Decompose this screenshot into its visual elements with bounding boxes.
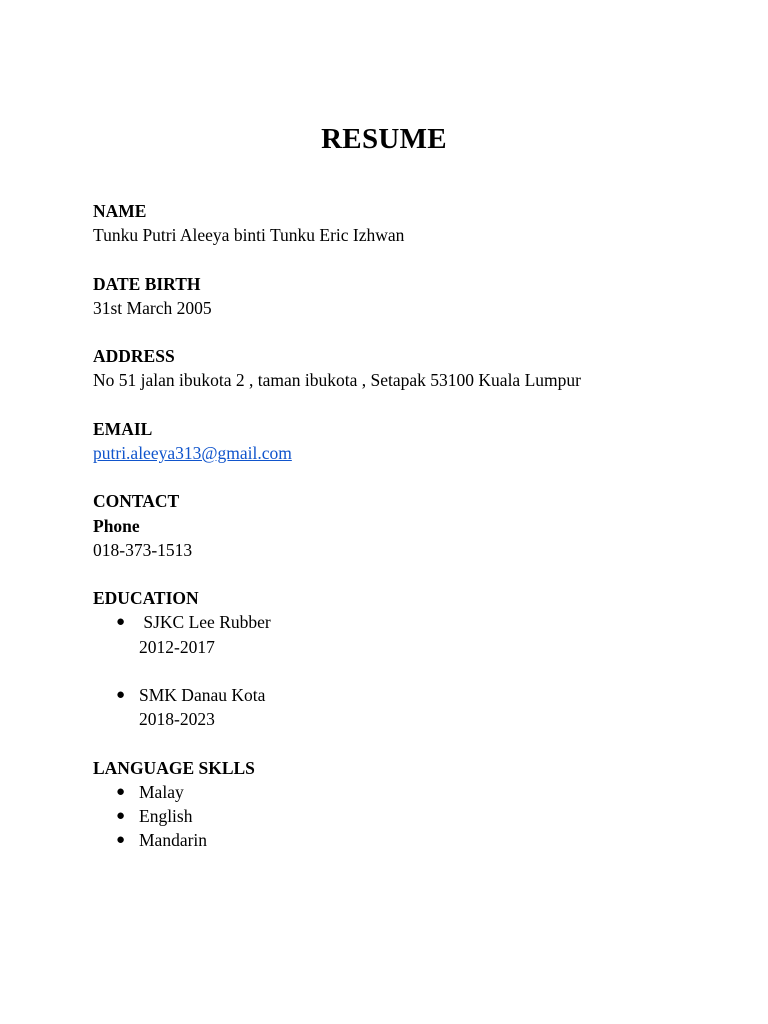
education-section <box>93 586 733 731</box>
email-link[interactable]: putri.aleeya313@gmail.com <box>93 442 292 463</box>
language-skills-section <box>93 756 733 853</box>
education-heading: EDUCATION <box>93 588 199 609</box>
page-title: RESUME <box>321 123 447 155</box>
email-section <box>93 417 733 465</box>
address-value: No 51 jalan ibukota 2 , taman ibukota , Setapak 53100 Kuala Lumpur <box>93 370 581 391</box>
name-section <box>93 199 733 247</box>
language-label: English <box>139 805 193 826</box>
language-item <box>93 780 733 804</box>
contact-heading: CONTACT <box>93 491 180 512</box>
contact-section <box>93 489 733 562</box>
education-list <box>93 610 733 731</box>
resume-content <box>93 199 733 877</box>
date-birth-value: 31st March 2005 <box>93 297 212 318</box>
name-value: Tunku Putri Aleeya binti Tunku Eric Izhwan <box>93 225 405 246</box>
contact-phone-value: 018-373-1513 <box>93 539 193 560</box>
education-years: 2018-2023 <box>139 709 215 730</box>
language-item <box>93 828 733 852</box>
name-heading: NAME <box>93 201 147 221</box>
contact-phone-label: Phone <box>93 515 140 536</box>
language-skills-heading: LANGUAGE SKLLS <box>93 757 255 778</box>
address-section <box>93 344 733 392</box>
education-school: SMK Danau Kota <box>139 684 266 705</box>
education-item <box>93 610 733 658</box>
language-label: Mandarin <box>139 830 208 851</box>
language-list <box>93 780 733 853</box>
date-birth-heading: DATE BIRTH <box>93 273 201 294</box>
bullet-icon: ● <box>116 686 126 703</box>
bullet-icon: ● <box>116 807 126 824</box>
email-heading: EMAIL <box>93 418 153 439</box>
bullet-icon: ● <box>116 614 126 631</box>
bullet-icon: ● <box>116 832 126 849</box>
education-years: 2012-2017 <box>139 636 215 657</box>
education-school: SJKC Lee Rubber <box>139 612 271 633</box>
language-item <box>93 804 733 828</box>
language-label: Malay <box>139 781 184 802</box>
date-birth-section <box>93 272 733 320</box>
address-heading: ADDRESS <box>93 346 175 367</box>
education-item <box>93 683 733 731</box>
bullet-icon: ● <box>116 783 126 800</box>
